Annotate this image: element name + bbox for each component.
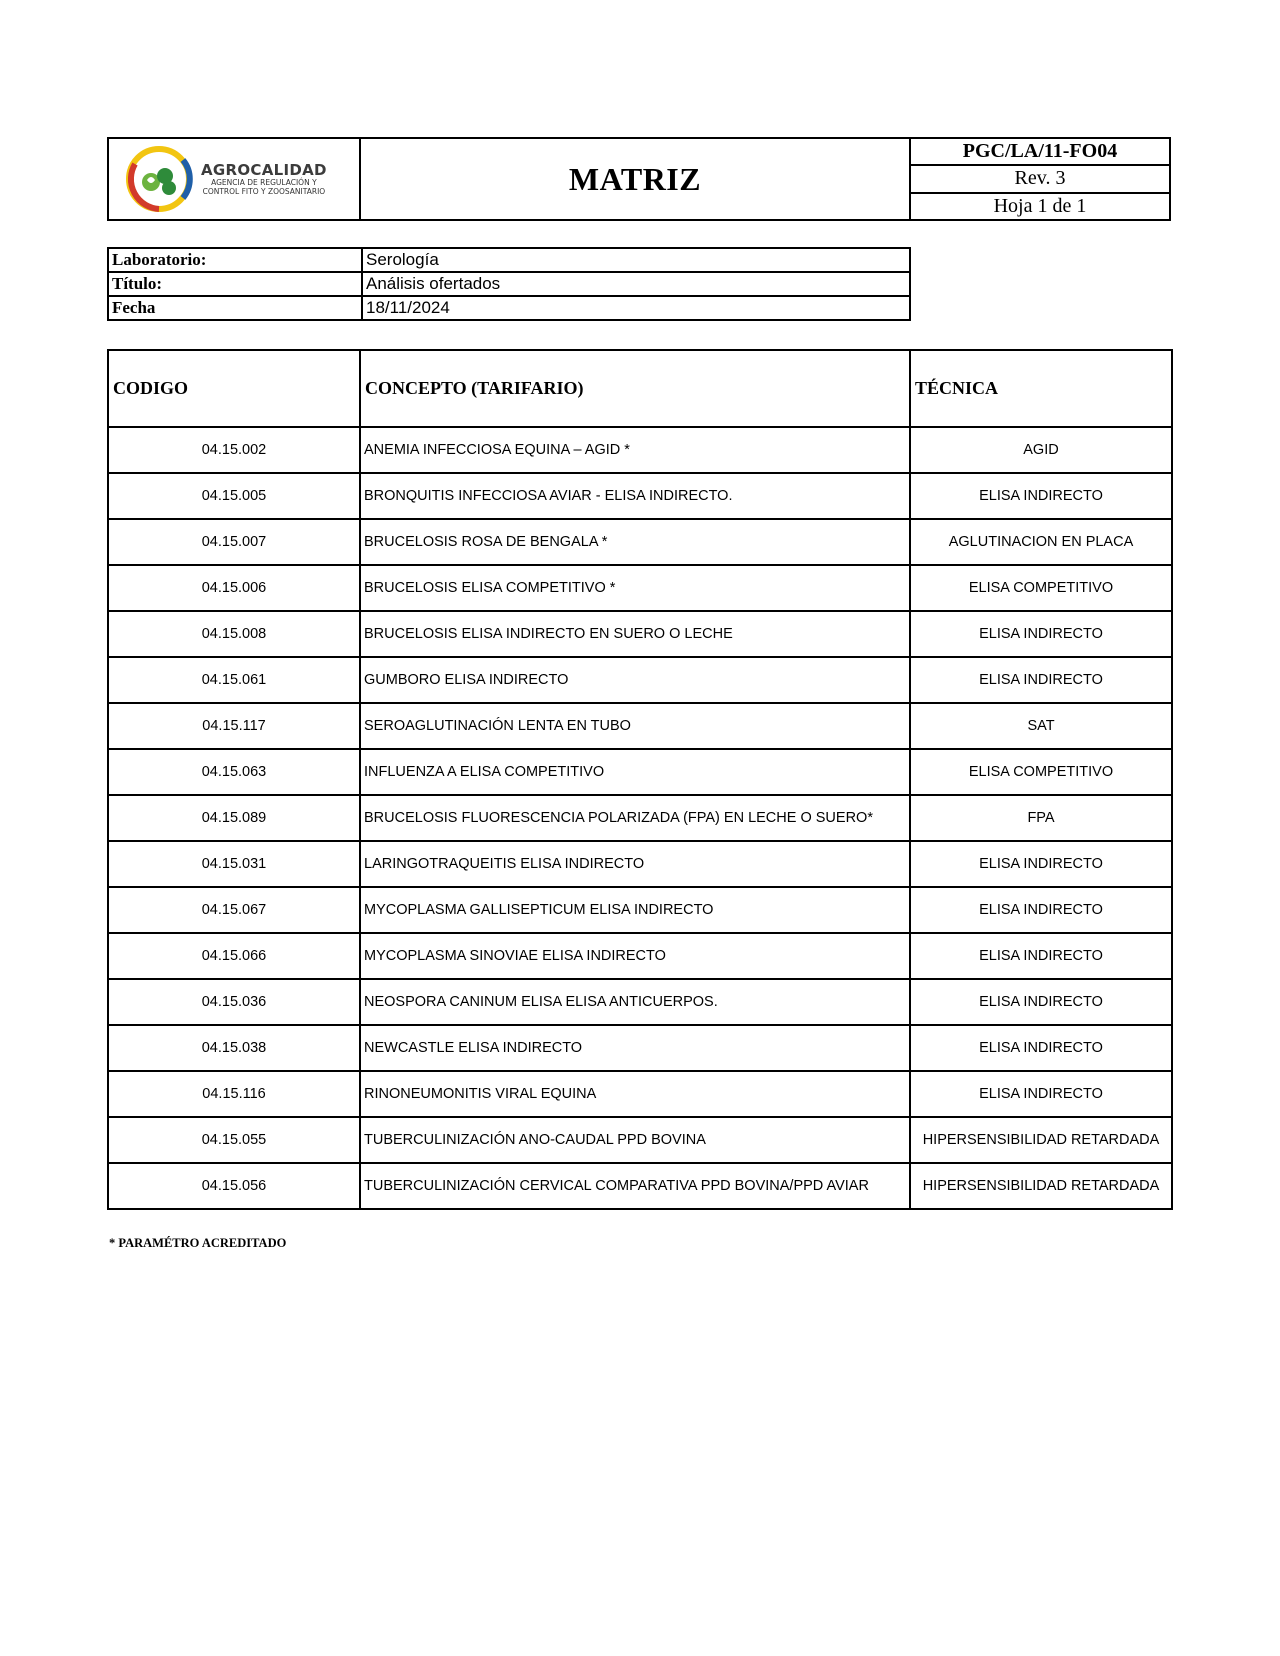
table-row xyxy=(108,841,1172,887)
info-label: Fecha xyxy=(108,296,362,320)
cell-technique: ELISA INDIRECTO xyxy=(910,473,1172,519)
table-row xyxy=(108,1071,1172,1117)
cell-concept: MYCOPLASMA SINOVIAE ELISA INDIRECTO xyxy=(360,933,910,979)
cell-code: 04.15.006 xyxy=(108,565,360,611)
cell-concept: ANEMIA INFECCIOSA EQUINA – AGID * xyxy=(360,427,910,473)
table-row xyxy=(108,657,1172,703)
cell-technique: ELISA COMPETITIVO xyxy=(910,565,1172,611)
cell-technique: ELISA INDIRECTO xyxy=(910,611,1172,657)
info-row xyxy=(108,248,910,272)
table-header-row xyxy=(108,350,1172,427)
cell-code: 04.15.007 xyxy=(108,519,360,565)
cell-concept: BRUCELOSIS ROSA DE BENGALA * xyxy=(360,519,910,565)
cell-technique: AGLUTINACION EN PLACA xyxy=(910,519,1172,565)
cell-concept: TUBERCULINIZACIÓN ANO-CAUDAL PPD BOVINA xyxy=(360,1117,910,1163)
cell-code: 04.15.031 xyxy=(108,841,360,887)
cell-technique: ELISA INDIRECTO xyxy=(910,657,1172,703)
info-table xyxy=(107,247,911,321)
logo-subtitle-line2: CONTROL FITO Y ZOOSANITARIO xyxy=(202,187,326,196)
cell-code: 04.15.089 xyxy=(108,795,360,841)
cell-code: 04.15.055 xyxy=(108,1117,360,1163)
table-row xyxy=(108,887,1172,933)
info-value: Serología xyxy=(362,248,910,272)
cell-technique: HIPERSENSIBILIDAD RETARDADA xyxy=(910,1163,1172,1209)
cell-code: 04.15.063 xyxy=(108,749,360,795)
logo-name: AGROCALIDAD xyxy=(201,161,327,179)
table-row xyxy=(108,1163,1172,1209)
cell-concept: INFLUENZA A ELISA COMPETITIVO xyxy=(360,749,910,795)
cell-code: 04.15.117 xyxy=(108,703,360,749)
agrocalidad-logo-icon xyxy=(125,146,195,212)
table-row xyxy=(108,749,1172,795)
cell-concept: MYCOPLASMA GALLISEPTICUM ELISA INDIRECTO xyxy=(360,887,910,933)
info-value: 18/11/2024 xyxy=(362,296,910,320)
cell-code: 04.15.067 xyxy=(108,887,360,933)
cell-code: 04.15.116 xyxy=(108,1071,360,1117)
cell-code: 04.15.061 xyxy=(108,657,360,703)
cell-code: 04.15.005 xyxy=(108,473,360,519)
cell-technique: HIPERSENSIBILIDAD RETARDADA xyxy=(910,1117,1172,1163)
cell-concept: BRONQUITIS INFECCIOSA AVIAR - ELISA INDIRECTO. xyxy=(360,473,910,519)
cell-concept: BRUCELOSIS ELISA COMPETITIVO * xyxy=(360,565,910,611)
document-header xyxy=(107,137,1171,221)
info-label: Laboratorio: xyxy=(108,248,362,272)
cell-concept: BRUCELOSIS ELISA INDIRECTO EN SUERO O LECHE xyxy=(360,611,910,657)
table-row xyxy=(108,565,1172,611)
document-code: PGC/LA/11-FO04 xyxy=(911,139,1169,166)
table-row xyxy=(108,519,1172,565)
document-revision: Rev. 3 xyxy=(911,166,1169,193)
info-row xyxy=(108,272,910,296)
table-row xyxy=(108,703,1172,749)
info-value: Análisis ofertados xyxy=(362,272,910,296)
document-title: MATRIZ xyxy=(361,139,911,219)
cell-technique: ELISA INDIRECTO xyxy=(910,887,1172,933)
table-row xyxy=(108,611,1172,657)
header-code: CODIGO xyxy=(108,350,360,427)
cell-technique: ELISA INDIRECTO xyxy=(910,1025,1172,1071)
table-row xyxy=(108,1117,1172,1163)
document-sheet: Hoja 1 de 1 xyxy=(993,194,1087,217)
table-row xyxy=(108,427,1172,473)
logo xyxy=(109,139,361,219)
table-row xyxy=(108,795,1172,841)
info-row xyxy=(108,296,910,320)
cell-technique: FPA xyxy=(910,795,1172,841)
table-row xyxy=(108,979,1172,1025)
cell-code: 04.15.002 xyxy=(108,427,360,473)
cell-concept: BRUCELOSIS FLUORESCENCIA POLARIZADA (FPA) EN LECHE O SUERO* xyxy=(360,795,910,841)
cell-concept: NEOSPORA CANINUM ELISA ELISA ANTICUERPOS. xyxy=(360,979,910,1025)
cell-code: 04.15.066 xyxy=(108,933,360,979)
table-row xyxy=(108,933,1172,979)
cell-code: 04.15.056 xyxy=(108,1163,360,1209)
logo-subtitle-line1: AGENCIA DE REGULACIÓN Y xyxy=(211,178,317,187)
cell-concept: LARINGOTRAQUEITIS ELISA INDIRECTO xyxy=(360,841,910,887)
header-technique: TÉCNICA xyxy=(910,350,1172,427)
table-row xyxy=(108,1025,1172,1071)
cell-technique: ELISA INDIRECTO xyxy=(910,933,1172,979)
footnote: * PARAMÉTRO ACREDITADO xyxy=(109,1236,287,1250)
cell-concept: RINONEUMONITIS VIRAL EQUINA xyxy=(360,1071,910,1117)
cell-technique: ELISA COMPETITIVO xyxy=(910,749,1172,795)
header-concept: CONCEPTO (TARIFARIO) xyxy=(360,350,910,427)
cell-concept: GUMBORO ELISA INDIRECTO xyxy=(360,657,910,703)
table-row xyxy=(108,473,1172,519)
cell-code: 04.15.038 xyxy=(108,1025,360,1071)
cell-code: 04.15.036 xyxy=(108,979,360,1025)
document-meta xyxy=(911,139,1169,219)
cell-concept: TUBERCULINIZACIÓN CERVICAL COMPARATIVA PPD BOVINA/PPD AVIAR xyxy=(360,1163,910,1209)
cell-technique: ELISA INDIRECTO xyxy=(910,841,1172,887)
cell-concept: NEWCASTLE ELISA INDIRECTO xyxy=(360,1025,910,1071)
cell-technique: SAT xyxy=(910,703,1172,749)
cell-technique: AGID xyxy=(910,427,1172,473)
cell-technique: ELISA INDIRECTO xyxy=(910,1071,1172,1117)
info-label: Título: xyxy=(108,272,362,296)
analysis-table xyxy=(107,349,1173,1210)
cell-technique: ELISA INDIRECTO xyxy=(910,979,1172,1025)
cell-code: 04.15.008 xyxy=(108,611,360,657)
cell-concept: SEROAGLUTINACIÓN LENTA EN TUBO xyxy=(360,703,910,749)
